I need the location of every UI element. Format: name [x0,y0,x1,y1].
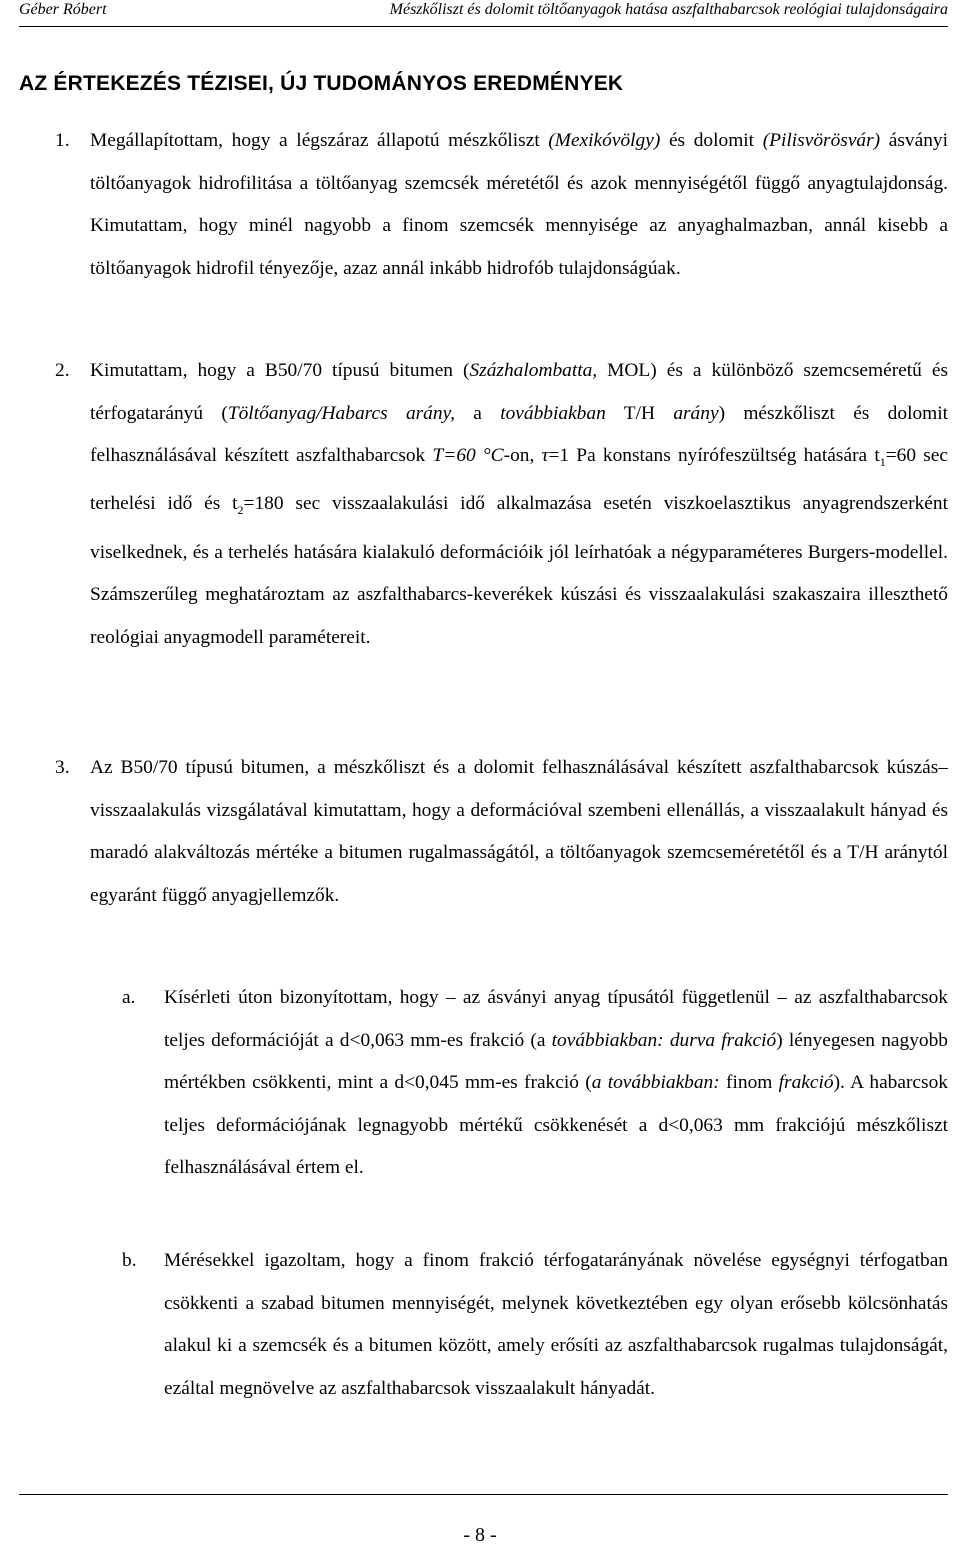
sub-item-a-text: Kísérleti úton bizonyítottam, hogy – az ásványi anyag típusától függetlenül – az aszfalthabarcsok teljes deformációját a d<0,063 mm-es frakció (a továbbiakban: durva frakció) lényegesen nagyobb mértékben csökkenti, mint a d<0,045 mm-es frakció (a továbbiakban: finom frakció). A habarcsok teljes deformációjának legnagyobb mértékű csökkenését a d<0,063 mm frakciójú mészkőliszt felhasználásával értem el. [164,987,948,1178]
page-number: - 8 - [463,1524,497,1546]
running-header [19,0,948,27]
footer-divider [19,1494,948,1495]
sub-item-b-marker: b. [122,1250,137,1271]
sub-item-b-text: Mérésekkel igazoltam, hogy a finom frakció térfogatarányának növelése egységnyi térfogatban csökkenti a szabad bitumen mennyiségét, melynek következtében egy olyan erősebb kölcsönhatás alakul ki a szemcsék és a bitumen között, amely erősíti az aszfalthabarcsok rugalmas tulajdonságát, ezáltal megnövelve az aszfalthabarcsok visszaalakult hányadát. [164,1250,948,1399]
thesis-3-text: Az B50/70 típusú bitumen, a mészkőliszt és a dolomit felhasználásával készített aszfalthabarcsok kúszás–visszaalakulás vizsgálatával kimutattam, hogy a deformációval szembeni ellenállás, a visszaalakult hányad és maradó alakváltozás mértéke a bitumen rugalmasságától, a töltőanyagok szemcseméretétől és a T/H aránytól egyaránt függő anyagjellemzők. [90,757,948,906]
thesis-3-marker: 3. [55,757,70,778]
thesis-2-text: Kimutattam, hogy a B50/70 típusú bitumen (Százhalombatta, MOL) és a különböző szemcseméretű és térfogatarányú (Töltőanyag/Habarcs arány, a továbbiakban T/H arány) mészkőliszt és dolomit felhasználásával készített aszfalthabarcsok T=60 °C-on, τ=1 Pa konstans nyírófeszültség hatására $t_1=60$ sec terhelési idő és $t_2=180$ sec visszaalakulási idő alkalmazása esetén viszkoelasztikus anyagrendszerként viselkednek, és a terhelés hatására kialakuló deformációik jól leírhatóak a négyparaméteres Burgers-modellel. Számszerűleg meghatároztam az aszfalthabarcs-keverékek kúszási és visszaalakulási szakaszaira illeszthető reológiai anyagmodell paramétereit. [90,360,949,648]
header-title: Mészkőliszt és dolomit töltőanyagok hatása aszfalthabarcsok reológiai tulajdonságaira [389,1,948,18]
sub-item-a-marker: a. [122,987,136,1008]
thesis-1-marker: 1. [55,130,70,151]
section-title: AZ ÉRTEKEZÉS TÉZISEI, ÚJ TUDOMÁNYOS EREDMÉNYEK [19,72,624,95]
thesis-1-text: Megállapítottam, hogy a légszáraz állapotú mészkőliszt (Mexikóvölgy) és dolomit (Pilisvörösvár) ásványi töltőanyagok hidrofilitása a töltőanyag szemcsék méretétől és azok mennyiségétől függő anyagtulajdonság. Kimutattam, hogy minél nagyobb a finom szemcsék mennyisége az anyaghalmazban, annál kisebb a töltőanyagok hidrofil tényezője, azaz annál inkább hidrofób tulajdonságúak. [90,130,948,279]
header-author: Géber Róbert [19,1,107,18]
thesis-2-marker: 2. [55,360,70,381]
